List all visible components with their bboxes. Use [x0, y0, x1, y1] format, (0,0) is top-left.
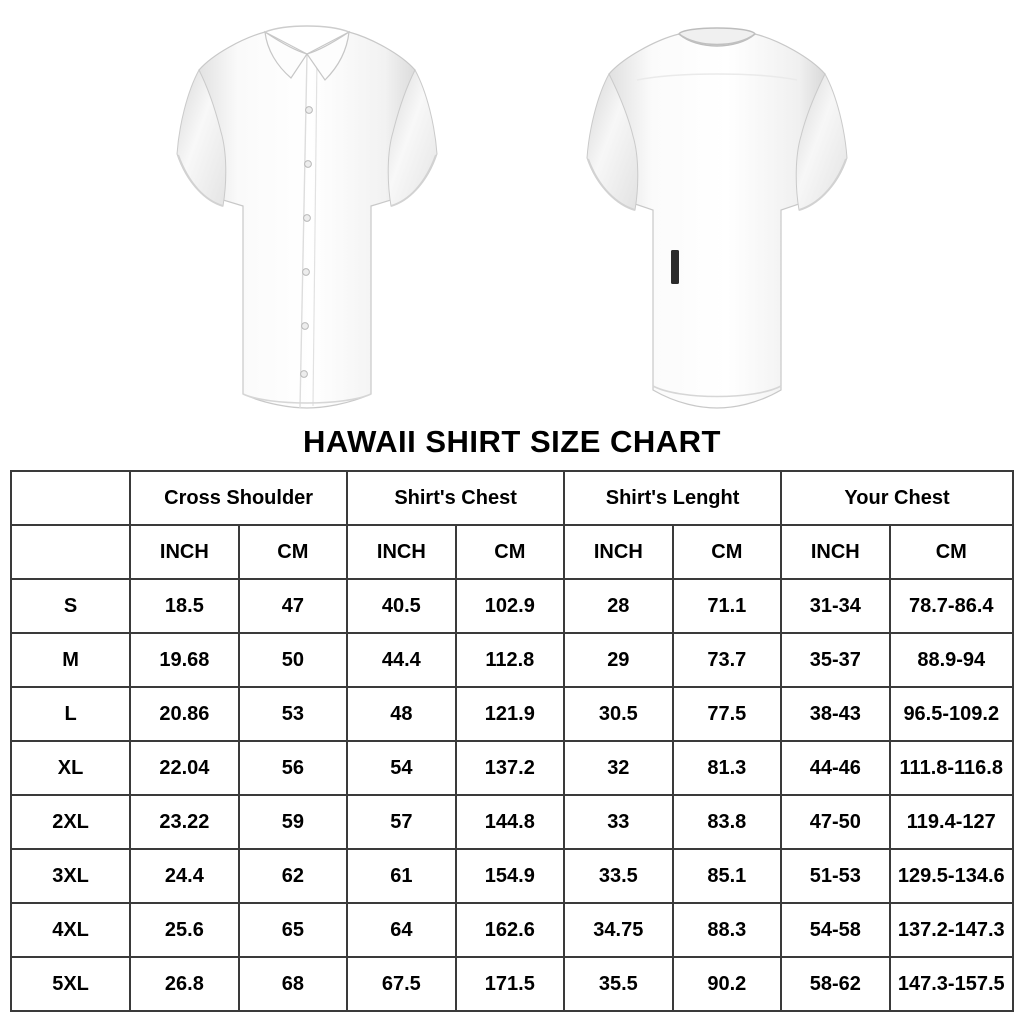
cell-chest-cm: 154.9	[456, 849, 564, 903]
shirt-front-illustration	[157, 14, 457, 424]
header-cross-shoulder: Cross Shoulder	[130, 471, 347, 525]
size-chart-table	[10, 470, 1014, 1012]
unit-chest-cm: CM	[456, 525, 564, 579]
row-size-label: 2XL	[11, 795, 130, 849]
table-unit-header-row	[11, 525, 1013, 579]
cell-cross-shoulder-cm: 59	[239, 795, 348, 849]
cell-cross-shoulder-inch: 25.6	[130, 903, 238, 957]
cell-chest-inch: 64	[347, 903, 455, 957]
row-size-label: XL	[11, 741, 130, 795]
cell-cross-shoulder-cm: 62	[239, 849, 348, 903]
cell-chest-cm: 137.2	[456, 741, 564, 795]
cell-length-cm: 85.1	[673, 849, 781, 903]
cell-length-inch: 34.75	[564, 903, 672, 957]
cell-length-cm: 83.8	[673, 795, 781, 849]
table-row	[11, 957, 1013, 1011]
row-size-label: 4XL	[11, 903, 130, 957]
table-row	[11, 795, 1013, 849]
cell-your-chest-cm: 88.9-94	[890, 633, 1013, 687]
cell-length-cm: 81.3	[673, 741, 781, 795]
cell-cross-shoulder-inch: 18.5	[130, 579, 238, 633]
cell-cross-shoulder-inch: 24.4	[130, 849, 238, 903]
cell-your-chest-inch: 47-50	[781, 795, 889, 849]
unit-your-chest-cm: CM	[890, 525, 1013, 579]
cell-cross-shoulder-inch: 26.8	[130, 957, 238, 1011]
cell-length-cm: 88.3	[673, 903, 781, 957]
cell-cross-shoulder-cm: 53	[239, 687, 348, 741]
table-row	[11, 633, 1013, 687]
table-group-header-row	[11, 471, 1013, 525]
cell-your-chest-cm: 78.7-86.4	[890, 579, 1013, 633]
cell-cross-shoulder-inch: 19.68	[130, 633, 238, 687]
cell-cross-shoulder-cm: 50	[239, 633, 348, 687]
shirt-back-illustration	[567, 14, 867, 424]
row-size-label: S	[11, 579, 130, 633]
unit-length-inch: INCH	[564, 525, 672, 579]
cell-your-chest-cm: 137.2-147.3	[890, 903, 1013, 957]
cell-chest-inch: 44.4	[347, 633, 455, 687]
table-row	[11, 579, 1013, 633]
table-row	[11, 741, 1013, 795]
table-row	[11, 687, 1013, 741]
unit-corner-blank	[11, 525, 130, 579]
cell-cross-shoulder-cm: 47	[239, 579, 348, 633]
cell-your-chest-cm: 96.5-109.2	[890, 687, 1013, 741]
cell-cross-shoulder-inch: 23.22	[130, 795, 238, 849]
cell-length-cm: 71.1	[673, 579, 781, 633]
cell-your-chest-inch: 31-34	[781, 579, 889, 633]
shirt-illustrations	[0, 0, 1024, 424]
cell-chest-inch: 61	[347, 849, 455, 903]
row-size-label: 3XL	[11, 849, 130, 903]
cell-length-cm: 77.5	[673, 687, 781, 741]
cell-your-chest-inch: 38-43	[781, 687, 889, 741]
cell-your-chest-cm: 129.5-134.6	[890, 849, 1013, 903]
cell-your-chest-inch: 44-46	[781, 741, 889, 795]
page-title: HAWAII SHIRT SIZE CHART	[303, 424, 721, 459]
cell-chest-cm: 102.9	[456, 579, 564, 633]
cell-length-cm: 73.7	[673, 633, 781, 687]
cell-length-inch: 30.5	[564, 687, 672, 741]
cell-chest-cm: 112.8	[456, 633, 564, 687]
cell-length-inch: 33	[564, 795, 672, 849]
row-size-label: 5XL	[11, 957, 130, 1011]
cell-chest-cm: 144.8	[456, 795, 564, 849]
cell-chest-inch: 54	[347, 741, 455, 795]
cell-length-inch: 29	[564, 633, 672, 687]
header-corner-blank	[11, 471, 130, 525]
cell-your-chest-cm: 147.3-157.5	[890, 957, 1013, 1011]
row-size-label: L	[11, 687, 130, 741]
cell-chest-cm: 171.5	[456, 957, 564, 1011]
cell-chest-inch: 67.5	[347, 957, 455, 1011]
shirt-front-icon	[157, 14, 457, 424]
cell-cross-shoulder-cm: 68	[239, 957, 348, 1011]
cell-your-chest-inch: 35-37	[781, 633, 889, 687]
cell-chest-inch: 57	[347, 795, 455, 849]
row-size-label: M	[11, 633, 130, 687]
unit-chest-inch: INCH	[347, 525, 455, 579]
shirt-back-icon	[567, 14, 867, 424]
size-table-container	[0, 470, 1024, 1024]
cell-your-chest-inch: 51-53	[781, 849, 889, 903]
header-shirts-chest: Shirt's Chest	[347, 471, 564, 525]
cell-your-chest-inch: 58-62	[781, 957, 889, 1011]
cell-length-inch: 33.5	[564, 849, 672, 903]
header-your-chest: Your Chest	[781, 471, 1013, 525]
cell-length-cm: 90.2	[673, 957, 781, 1011]
unit-cross-shoulder-inch: INCH	[130, 525, 238, 579]
cell-your-chest-cm: 111.8-116.8	[890, 741, 1013, 795]
unit-cross-shoulder-cm: CM	[239, 525, 348, 579]
cell-cross-shoulder-inch: 20.86	[130, 687, 238, 741]
cell-cross-shoulder-cm: 65	[239, 903, 348, 957]
unit-length-cm: CM	[673, 525, 781, 579]
table-row	[11, 849, 1013, 903]
cell-cross-shoulder-inch: 22.04	[130, 741, 238, 795]
cell-chest-cm: 162.6	[456, 903, 564, 957]
cell-chest-inch: 48	[347, 687, 455, 741]
cell-your-chest-inch: 54-58	[781, 903, 889, 957]
cell-cross-shoulder-cm: 56	[239, 741, 348, 795]
unit-your-chest-inch: INCH	[781, 525, 889, 579]
cell-chest-cm: 121.9	[456, 687, 564, 741]
cell-your-chest-cm: 119.4-127	[890, 795, 1013, 849]
table-row	[11, 903, 1013, 957]
cell-length-inch: 28	[564, 579, 672, 633]
cell-length-inch: 32	[564, 741, 672, 795]
cell-chest-inch: 40.5	[347, 579, 455, 633]
cell-length-inch: 35.5	[564, 957, 672, 1011]
header-shirts-length: Shirt's Lenght	[564, 471, 781, 525]
